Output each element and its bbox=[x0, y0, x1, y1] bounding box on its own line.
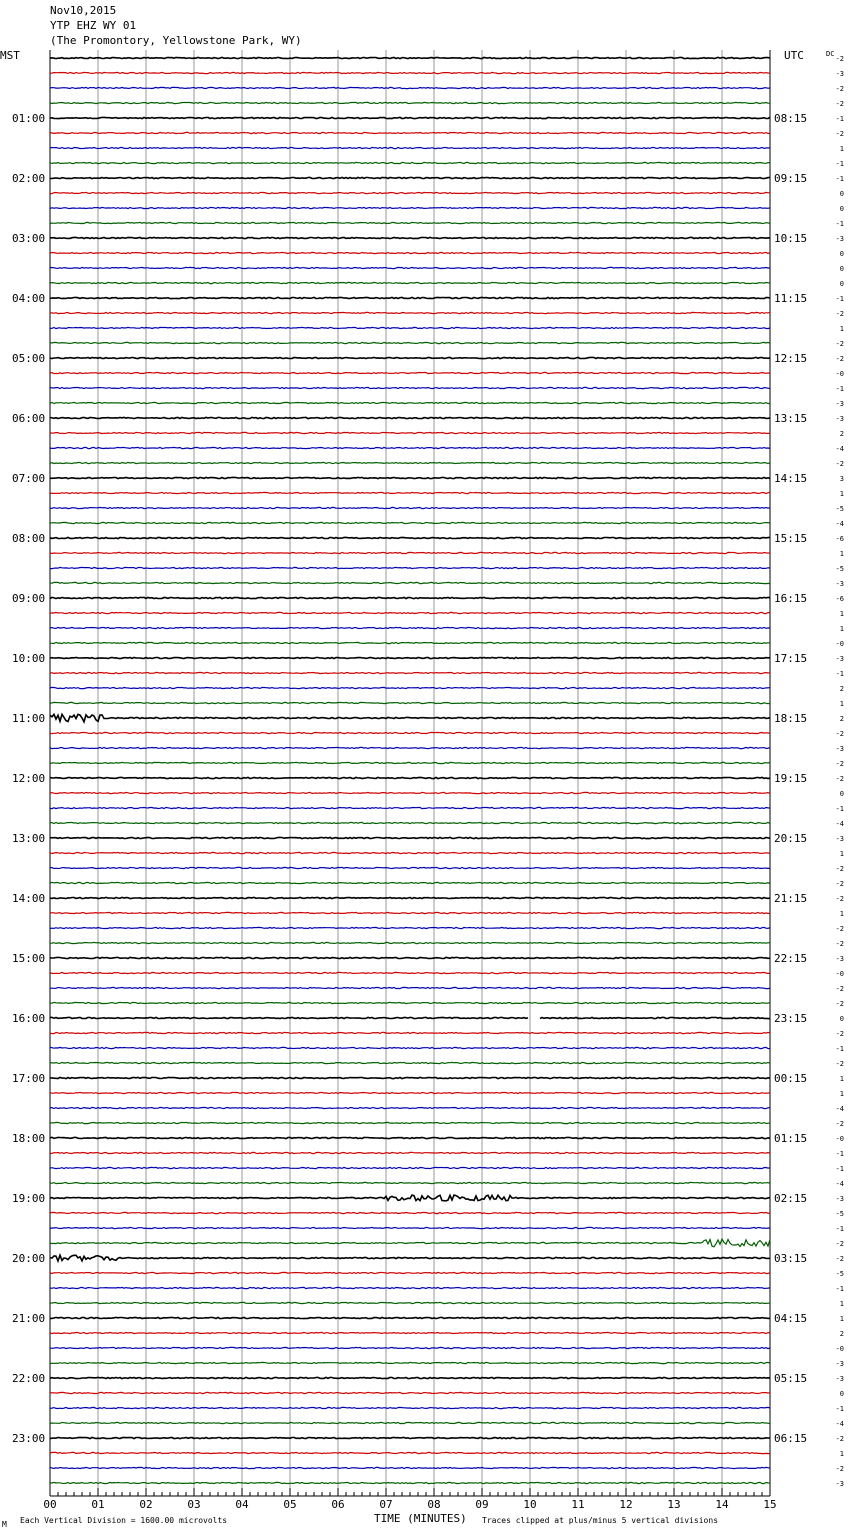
utc-hour-labels bbox=[774, 112, 807, 1445]
x-tick-label: 07 bbox=[379, 1498, 393, 1511]
dc-offset-label: -2 bbox=[835, 340, 844, 348]
corner-mark: M bbox=[2, 1520, 7, 1529]
trace-line bbox=[50, 807, 770, 808]
trace-line bbox=[50, 1047, 770, 1048]
x-tick-label: 08 bbox=[427, 1498, 441, 1511]
trace-line bbox=[50, 942, 770, 943]
utc-hour-label: 09:15 bbox=[774, 172, 808, 185]
trace-line bbox=[50, 1212, 770, 1213]
mst-hour-label: 09:00 bbox=[12, 592, 46, 605]
dc-offset-label: 1 bbox=[839, 1315, 844, 1323]
utc-hour-label: 03:15 bbox=[774, 1252, 808, 1265]
trace-line bbox=[50, 447, 770, 448]
dc-offset-label: -0 bbox=[835, 1345, 844, 1353]
trace-line bbox=[50, 1032, 770, 1033]
trace-line bbox=[50, 87, 770, 88]
trace-line bbox=[50, 1002, 770, 1003]
trace-line bbox=[50, 432, 770, 433]
dc-offset-label: -3 bbox=[835, 400, 844, 408]
mst-hour-label: 23:00 bbox=[12, 1432, 46, 1445]
utc-hour-label: 20:15 bbox=[774, 832, 808, 845]
dc-offset-label: 1 bbox=[839, 1075, 844, 1083]
trace-line bbox=[50, 282, 770, 283]
left-timezone-label: MST bbox=[0, 49, 20, 62]
dc-offset-label: -2 bbox=[835, 895, 844, 903]
utc-hour-label: 10:15 bbox=[774, 232, 808, 245]
trace-line bbox=[50, 627, 770, 628]
dc-offset-label: -6 bbox=[835, 535, 844, 543]
x-tick-label: 10 bbox=[523, 1498, 537, 1511]
trace-line bbox=[50, 1377, 770, 1378]
trace-line bbox=[50, 1107, 770, 1108]
trace-line bbox=[50, 537, 770, 538]
dc-offset-label: -2 bbox=[835, 130, 844, 138]
dc-offset-label: -2 bbox=[835, 1465, 844, 1473]
trace-line bbox=[50, 132, 770, 133]
trace-group bbox=[50, 57, 770, 1483]
dc-offset-label: -2 bbox=[835, 1435, 844, 1443]
dc-offset-label: -1 bbox=[835, 1285, 844, 1293]
dc-offset-label: -3 bbox=[835, 415, 844, 423]
dc-offset-label: -1 bbox=[835, 295, 844, 303]
trace-line bbox=[50, 612, 770, 613]
dc-offset-label: 1 bbox=[839, 145, 844, 153]
utc-hour-label: 01:15 bbox=[774, 1132, 808, 1145]
mst-hour-label: 21:00 bbox=[12, 1312, 46, 1325]
trace-line bbox=[50, 1137, 770, 1138]
dc-offset-label: -2 bbox=[835, 880, 844, 888]
trace-line bbox=[50, 237, 770, 238]
dc-offset-label: 1 bbox=[839, 325, 844, 333]
utc-hour-label: 23:15 bbox=[774, 1012, 808, 1025]
mst-hour-label: 03:00 bbox=[12, 232, 46, 245]
mst-hour-label: 04:00 bbox=[12, 292, 46, 305]
trace-line bbox=[50, 777, 770, 778]
dc-offset-label: -0 bbox=[835, 1135, 844, 1143]
utc-hour-label: 21:15 bbox=[774, 892, 808, 905]
trace-line bbox=[50, 357, 770, 358]
trace-line bbox=[50, 732, 770, 733]
dc-offset-label: -2 bbox=[835, 100, 844, 108]
dc-offset-label: 0 bbox=[839, 190, 844, 198]
utc-hour-label: 15:15 bbox=[774, 532, 808, 545]
trace-line bbox=[50, 402, 770, 403]
mst-hour-label: 19:00 bbox=[12, 1192, 46, 1205]
trace-line bbox=[50, 1332, 770, 1333]
dc-offset-label: -2 bbox=[835, 55, 844, 63]
dc-offset-label: -3 bbox=[835, 580, 844, 588]
trace-line bbox=[50, 852, 770, 853]
utc-hour-label: 18:15 bbox=[774, 712, 808, 725]
trace-line bbox=[50, 1392, 770, 1393]
mst-hour-label: 05:00 bbox=[12, 352, 46, 365]
dc-offset-label: -2 bbox=[835, 1120, 844, 1128]
trace-line bbox=[50, 327, 770, 328]
trace-line bbox=[50, 1407, 770, 1408]
dc-offset-label: -2 bbox=[835, 1060, 844, 1068]
dc-offset-label: 0 bbox=[839, 790, 844, 798]
trace-line bbox=[50, 1077, 770, 1078]
dc-offset-label: -4 bbox=[835, 820, 844, 828]
dc-offset-label: -5 bbox=[835, 1210, 844, 1218]
trace-line bbox=[50, 297, 770, 298]
utc-hour-label: 08:15 bbox=[774, 112, 808, 125]
trace-line bbox=[50, 1195, 770, 1201]
trace-line bbox=[50, 657, 770, 658]
mst-hour-label: 10:00 bbox=[12, 652, 46, 665]
trace-line bbox=[50, 762, 770, 763]
trace-line bbox=[50, 927, 770, 928]
dc-offset-label: -2 bbox=[835, 865, 844, 873]
x-tick-label: 01 bbox=[91, 1498, 105, 1511]
dc-offset-label: 2 bbox=[839, 430, 844, 438]
dc-offset-label: -4 bbox=[835, 1180, 844, 1188]
dc-offset-label: -2 bbox=[835, 775, 844, 783]
mst-hour-label: 11:00 bbox=[12, 712, 46, 725]
mst-hour-label: 13:00 bbox=[12, 832, 46, 845]
utc-hour-label: 00:15 bbox=[774, 1072, 808, 1085]
trace-line bbox=[50, 1467, 770, 1468]
dc-offset-label: 1 bbox=[839, 850, 844, 858]
dc-offset-label: -1 bbox=[835, 385, 844, 393]
record-date: Nov10,2015 bbox=[50, 4, 117, 17]
dc-offset-label: 0 bbox=[839, 280, 844, 288]
trace-line bbox=[50, 177, 770, 178]
trace-line bbox=[50, 987, 770, 988]
mst-hour-label: 20:00 bbox=[12, 1252, 46, 1265]
trace-line bbox=[50, 1317, 770, 1318]
mst-hour-label: 08:00 bbox=[12, 532, 46, 545]
utc-hour-label: 14:15 bbox=[774, 472, 808, 485]
dc-offset-label: -4 bbox=[835, 1105, 844, 1113]
trace-line bbox=[50, 522, 770, 523]
dc-offset-label: -3 bbox=[835, 1375, 844, 1383]
mst-hour-label: 12:00 bbox=[12, 772, 46, 785]
trace-line bbox=[50, 792, 770, 793]
trace-line bbox=[50, 1255, 770, 1261]
trace-line bbox=[50, 72, 770, 73]
dc-offset-label: -1 bbox=[835, 175, 844, 183]
dc-offset-label: -2 bbox=[835, 985, 844, 993]
trace-line bbox=[50, 147, 770, 148]
x-tick-label: 04 bbox=[235, 1498, 249, 1511]
trace-line bbox=[50, 702, 770, 703]
dc-offset-label: -2 bbox=[835, 1255, 844, 1263]
mst-hour-label: 17:00 bbox=[12, 1072, 46, 1085]
trace-line bbox=[50, 582, 770, 583]
dc-offset-label: 1 bbox=[839, 1300, 844, 1308]
dc-offset-label: 0 bbox=[839, 1390, 844, 1398]
trace-line bbox=[50, 1422, 770, 1423]
utc-hour-label: 04:15 bbox=[774, 1312, 808, 1325]
dc-offset-label: -1 bbox=[835, 220, 844, 228]
trace-line bbox=[50, 672, 770, 673]
scale-note: Each Vertical Division = 1600.00 microvolts bbox=[20, 1516, 228, 1525]
mst-hour-labels bbox=[12, 112, 45, 1445]
trace-line bbox=[50, 597, 770, 598]
trace-line bbox=[50, 1167, 770, 1168]
dc-offset-label: -3 bbox=[835, 955, 844, 963]
trace-line bbox=[50, 252, 770, 253]
trace-line bbox=[50, 882, 770, 883]
trace-line bbox=[50, 1239, 770, 1247]
trace-line bbox=[50, 1017, 770, 1018]
mst-hour-label: 15:00 bbox=[12, 952, 46, 965]
dc-offset-label: -3 bbox=[835, 745, 844, 753]
trace-line bbox=[50, 222, 770, 223]
utc-hour-label: 16:15 bbox=[774, 592, 808, 605]
trace-line bbox=[50, 912, 770, 913]
x-tick-label: 00 bbox=[43, 1498, 57, 1511]
dc-offset-label: -2 bbox=[835, 355, 844, 363]
dc-offset-label: 1 bbox=[839, 1450, 844, 1458]
trace-line bbox=[50, 57, 770, 58]
mst-hour-label: 06:00 bbox=[12, 412, 46, 425]
trace-line bbox=[50, 1062, 770, 1063]
trace-line bbox=[50, 1362, 770, 1363]
dc-offset-label: -1 bbox=[835, 160, 844, 168]
trace-line bbox=[50, 387, 770, 388]
dc-offset-label: -4 bbox=[835, 445, 844, 453]
dc-offset-label: 3 bbox=[839, 475, 844, 483]
dc-offset-label: 1 bbox=[839, 610, 844, 618]
trace-line bbox=[50, 507, 770, 508]
dc-offset-label: -3 bbox=[835, 655, 844, 663]
dc-offset-label: 1 bbox=[839, 910, 844, 918]
dc-offset-label: -2 bbox=[835, 760, 844, 768]
dc-offset-label: 1 bbox=[839, 550, 844, 558]
trace-line bbox=[50, 207, 770, 208]
dc-offset-label: -1 bbox=[835, 1150, 844, 1158]
dc-offset-label: -4 bbox=[835, 520, 844, 528]
dc-offset-label: -3 bbox=[835, 835, 844, 843]
trace-line bbox=[50, 642, 770, 643]
dc-offset-label: -3 bbox=[835, 235, 844, 243]
dc-offset-label: 1 bbox=[839, 490, 844, 498]
dc-offset-label: -1 bbox=[835, 670, 844, 678]
utc-hour-label: 22:15 bbox=[774, 952, 808, 965]
trace-line bbox=[50, 1152, 770, 1153]
dc-offset-label: -2 bbox=[835, 1240, 844, 1248]
dc-offset-label: 1 bbox=[839, 625, 844, 633]
x-tick-label: 06 bbox=[331, 1498, 345, 1511]
utc-hour-label: 17:15 bbox=[774, 652, 808, 665]
dc-offset-label: -0 bbox=[835, 640, 844, 648]
dc-offset-label: -2 bbox=[835, 85, 844, 93]
trace-line bbox=[50, 102, 770, 103]
dc-offset-label: -3 bbox=[835, 70, 844, 78]
dc-offset-label: -2 bbox=[835, 940, 844, 948]
trace-line bbox=[50, 1482, 770, 1483]
dc-offset-label: -5 bbox=[835, 1270, 844, 1278]
trace-line bbox=[50, 477, 770, 478]
dc-offset-label: 0 bbox=[839, 205, 844, 213]
trace-line bbox=[50, 567, 770, 568]
x-tick-label: 09 bbox=[475, 1498, 489, 1511]
trace-line bbox=[50, 822, 770, 823]
x-tick-label: 12 bbox=[619, 1498, 633, 1511]
dc-offset-label: -1 bbox=[835, 1045, 844, 1053]
trace-line bbox=[50, 117, 770, 118]
mst-hour-label: 02:00 bbox=[12, 172, 46, 185]
dc-offset-label: -2 bbox=[835, 310, 844, 318]
utc-hour-label: 02:15 bbox=[774, 1192, 808, 1205]
dc-offset-label: -2 bbox=[835, 925, 844, 933]
station-location: (The Promontory, Yellowstone Park, WY) bbox=[50, 34, 302, 47]
dc-offset-label: 1 bbox=[839, 700, 844, 708]
dc-offset-label: 1 bbox=[839, 1090, 844, 1098]
trace-line bbox=[50, 417, 770, 418]
utc-hour-label: 11:15 bbox=[774, 292, 808, 305]
trace-line bbox=[50, 957, 770, 958]
mst-hour-label: 14:00 bbox=[12, 892, 46, 905]
trace-line bbox=[50, 1092, 770, 1093]
dc-offset-label: -2 bbox=[835, 1030, 844, 1038]
dc-offset-label: -1 bbox=[835, 805, 844, 813]
dc-offset-label: -0 bbox=[835, 970, 844, 978]
clip-note: Traces clipped at plus/minus 5 vertical divisions bbox=[482, 1516, 719, 1525]
dc-offset-label: -3 bbox=[835, 1360, 844, 1368]
dc-offset-label: 0 bbox=[839, 265, 844, 273]
dc-offset-label: 2 bbox=[839, 1330, 844, 1338]
x-tick-label: 13 bbox=[667, 1498, 681, 1511]
dc-offset-label: 0 bbox=[839, 250, 844, 258]
mst-hour-label: 07:00 bbox=[12, 472, 46, 485]
trace-line bbox=[50, 1452, 770, 1453]
utc-hour-label: 19:15 bbox=[774, 772, 808, 785]
utc-hour-label: 12:15 bbox=[774, 352, 808, 365]
trace-line bbox=[50, 1302, 770, 1303]
trace-line bbox=[50, 897, 770, 898]
dc-offset-label: 0 bbox=[839, 1015, 844, 1023]
trace-line bbox=[50, 1227, 770, 1228]
x-axis bbox=[43, 1488, 776, 1511]
utc-hour-label: 05:15 bbox=[774, 1372, 808, 1385]
dc-offset-label: -2 bbox=[835, 730, 844, 738]
x-axis-title: TIME (MINUTES) bbox=[374, 1512, 467, 1525]
trace-line bbox=[50, 1437, 770, 1438]
utc-hour-label: 06:15 bbox=[774, 1432, 808, 1445]
dc-offset-label: -2 bbox=[835, 460, 844, 468]
dc-offset-label: -3 bbox=[835, 1480, 844, 1488]
trace-line bbox=[50, 192, 770, 193]
trace-line bbox=[50, 342, 770, 343]
dc-column-label: DC bbox=[826, 50, 835, 58]
dc-offset-label: -0 bbox=[835, 370, 844, 378]
trace-line bbox=[50, 1182, 770, 1183]
trace-line bbox=[50, 714, 770, 721]
dc-offset-labels bbox=[836, 55, 844, 1488]
trace-line bbox=[50, 747, 770, 748]
mst-hour-label: 16:00 bbox=[12, 1012, 46, 1025]
trace-line bbox=[50, 1287, 770, 1288]
trace-line bbox=[50, 972, 770, 973]
trace-line bbox=[50, 1272, 770, 1273]
dc-offset-label: -2 bbox=[835, 1000, 844, 1008]
x-tick-label: 05 bbox=[283, 1498, 297, 1511]
trace-line bbox=[50, 462, 770, 463]
x-tick-label: 11 bbox=[571, 1498, 585, 1511]
dc-offset-label: -1 bbox=[835, 1225, 844, 1233]
dc-offset-label: -6 bbox=[835, 595, 844, 603]
trace-line bbox=[50, 687, 770, 688]
trace-line bbox=[50, 1122, 770, 1123]
trace-line bbox=[50, 372, 770, 373]
dc-offset-label: 2 bbox=[839, 715, 844, 723]
dc-offset-label: -1 bbox=[835, 1165, 844, 1173]
dc-offset-label: 2 bbox=[839, 685, 844, 693]
trace-line bbox=[50, 492, 770, 493]
dc-offset-label: -1 bbox=[835, 1405, 844, 1413]
utc-hour-label: 13:15 bbox=[774, 412, 808, 425]
mst-hour-label: 18:00 bbox=[12, 1132, 46, 1145]
trace-line bbox=[50, 867, 770, 868]
trace-line bbox=[50, 267, 770, 268]
dc-offset-label: -5 bbox=[835, 565, 844, 573]
x-tick-label: 02 bbox=[139, 1498, 153, 1511]
mst-hour-label: 01:00 bbox=[12, 112, 46, 125]
trace-line bbox=[50, 312, 770, 313]
x-tick-label: 14 bbox=[715, 1498, 729, 1511]
dc-offset-label: -5 bbox=[835, 505, 844, 513]
dc-offset-label: -3 bbox=[835, 1195, 844, 1203]
trace-line bbox=[50, 1347, 770, 1348]
trace-line bbox=[50, 837, 770, 838]
trace-line bbox=[50, 552, 770, 553]
station-code: YTP EHZ WY 01 bbox=[50, 19, 137, 32]
x-tick-label: 03 bbox=[187, 1498, 201, 1511]
dc-offset-label: -1 bbox=[835, 115, 844, 123]
right-timezone-label: UTC bbox=[784, 49, 804, 62]
x-tick-label: 15 bbox=[763, 1498, 777, 1511]
dc-offset-label: -4 bbox=[835, 1420, 844, 1428]
mst-hour-label: 22:00 bbox=[12, 1372, 46, 1385]
trace-line bbox=[50, 162, 770, 163]
